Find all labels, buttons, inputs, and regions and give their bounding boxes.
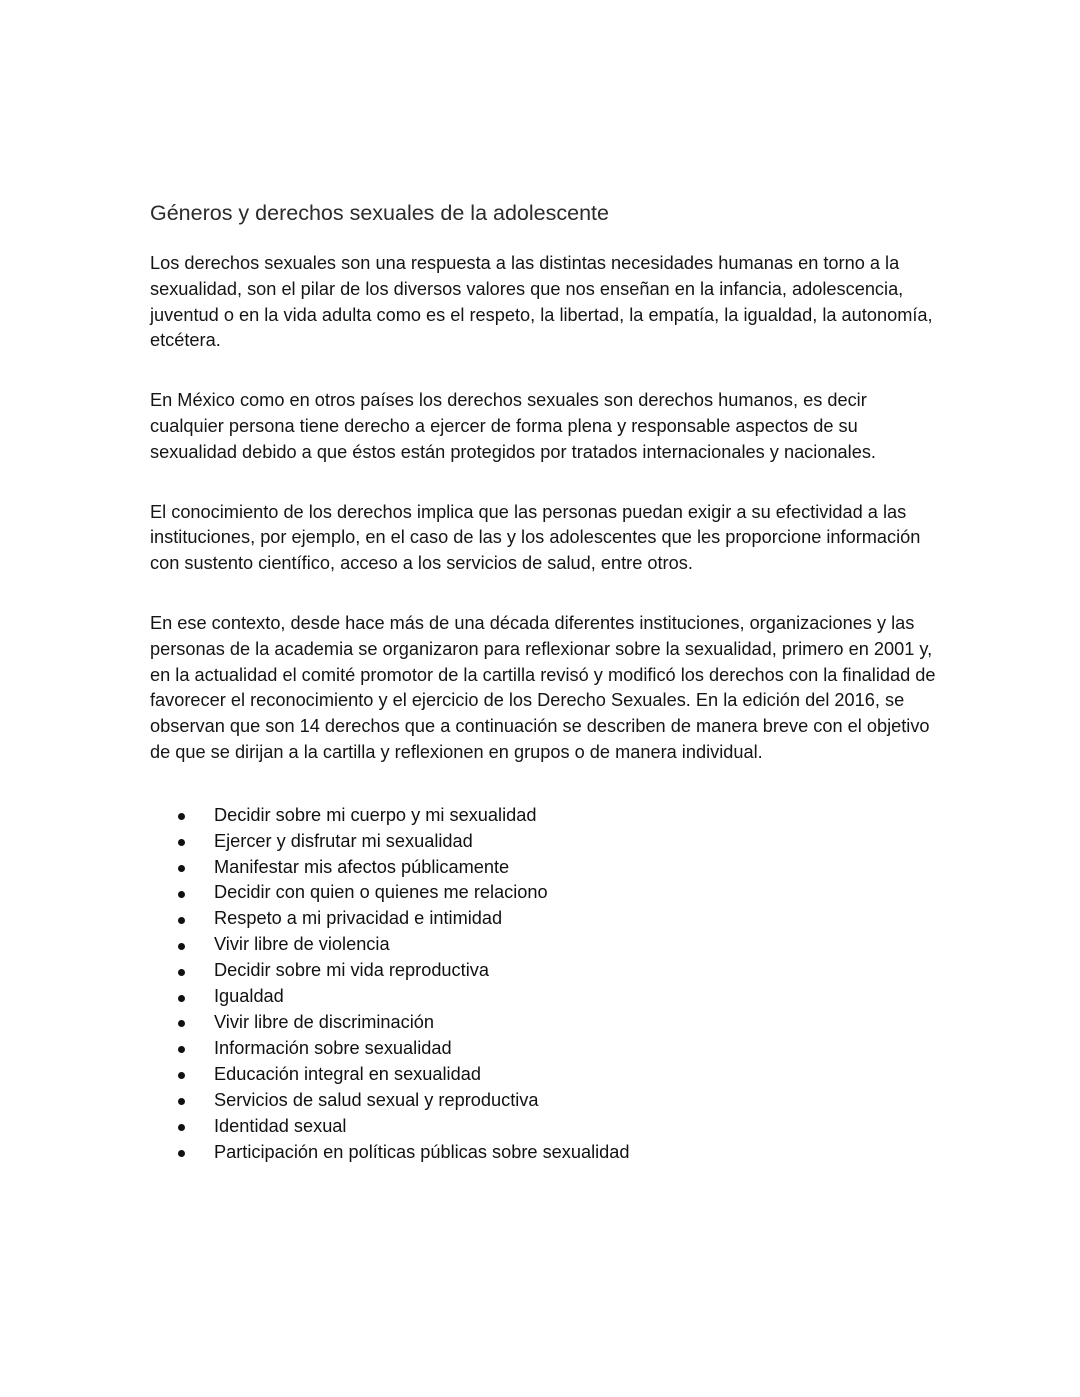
bullet-icon xyxy=(178,995,185,1002)
rights-list xyxy=(178,803,968,1166)
list-item xyxy=(178,958,968,984)
paragraph-1: Los derechos sexuales son una respuesta a las distintas necesidades humanas en torno a la sexualidad, son el pilar de los diversos valores que nos enseñan en la infancia, adolescencia, juventud o en la vida adulta como es el respeto, la libertad, la empatía, la igualdad, la autonomía, etcétera. xyxy=(150,253,933,351)
list-item-text: Vivir libre de violencia xyxy=(214,934,390,955)
list-item xyxy=(178,880,968,906)
paragraph-3: El conocimiento de los derechos implica que las personas puedan exigir a su efectividad a las instituciones, por ejemplo, en el caso de las y los adolescentes que les proporcione información con sustento científico, acceso a los servicios de salud, entre otros. xyxy=(150,501,921,574)
list-item xyxy=(178,1062,968,1088)
bullet-icon xyxy=(178,1020,185,1027)
bullet-icon xyxy=(178,969,185,976)
list-item-text: Identidad sexual xyxy=(214,1115,347,1136)
paragraph-4: En ese contexto, desde hace más de una década diferentes instituciones, organizaciones y las personas de la academia se organizaron para reflexionar sobre la sexualidad, primero en 2001 y, en la actualidad el comité promotor de la cartilla revisó y modificó los derechos con la finalidad de favorecer el reconocimiento y el ejercicio de los Derecho Sexuales. En la edición del 2016, se observan que son 14 derechos que a continuación se describen de manera breve con el objetivo de que se dirijan a la cartilla y reflexionen en grupos o de manera individual. xyxy=(150,612,936,762)
bullet-icon xyxy=(178,839,185,846)
list-item xyxy=(178,906,968,932)
list-item-text: Participación en políticas públicas sobre sexualidad xyxy=(214,1141,630,1162)
document-body xyxy=(150,198,940,1162)
list-item-text: Educación integral en sexualidad xyxy=(214,1063,481,1084)
list-item xyxy=(178,855,968,881)
paragraph-2: En México como en otros países los derechos sexuales son derechos humanos, es decir cualquier persona tiene derecho a ejercer de forma plena y responsable aspectos de su sexualidad debido a que éstos están protegidos por tratados internacionales y nacionales. xyxy=(150,390,876,462)
list-item-text: Decidir sobre mi cuerpo y mi sexualidad xyxy=(214,804,537,825)
list-item xyxy=(178,1036,968,1062)
list-item-text: Servicios de salud sexual y reproductiva xyxy=(214,1089,539,1110)
bullet-icon xyxy=(178,1046,185,1053)
list-item xyxy=(178,1088,968,1114)
bullet-icon xyxy=(178,917,185,924)
list-item-text: Manifestar mis afectos públicamente xyxy=(214,856,510,877)
list-item-text: Respeto a mi privacidad e intimidad xyxy=(214,908,503,929)
list-item xyxy=(178,984,968,1010)
list-item-text: Igualdad xyxy=(214,986,284,1007)
list-item xyxy=(178,829,968,855)
document-title: Géneros y derechos sexuales de la adolescente xyxy=(150,201,609,225)
bullet-icon xyxy=(178,1124,185,1131)
list-item xyxy=(178,932,968,958)
list-item xyxy=(178,1010,968,1036)
bullet-icon xyxy=(178,891,185,898)
bullet-icon xyxy=(178,1072,185,1079)
bullet-icon xyxy=(178,1098,185,1105)
list-item-text: Ejercer y disfrutar mi sexualidad xyxy=(214,830,473,851)
bullet-icon xyxy=(178,813,185,820)
list-item-text: Información sobre sexualidad xyxy=(214,1037,452,1058)
bullet-icon xyxy=(178,943,185,950)
list-item-text: Vivir libre de discriminación xyxy=(214,1012,435,1032)
list-item-text: Decidir con quien o quienes me relaciono xyxy=(214,882,548,903)
bullet-icon xyxy=(178,865,185,872)
bullet-icon xyxy=(178,1150,185,1157)
list-item-text: Decidir sobre mi vida reproductiva xyxy=(214,960,489,981)
list-item xyxy=(178,1140,968,1166)
list-item xyxy=(178,1114,968,1140)
list-item xyxy=(178,803,968,829)
